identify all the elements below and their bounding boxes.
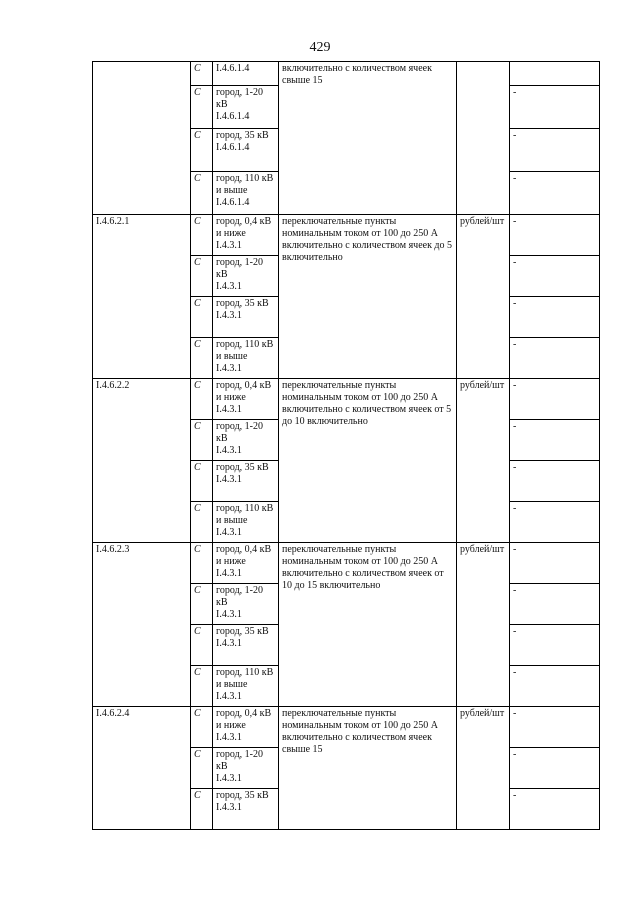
- voltage-level-cell: [213, 625, 279, 666]
- voltage-level-code: I.4.3.1: [216, 474, 242, 485]
- unit-cell: рублей/шт: [457, 379, 510, 543]
- table-row: [93, 543, 600, 584]
- value-cell: -: [510, 502, 600, 543]
- voltage-level-code: I.4.6.1.4: [216, 111, 250, 122]
- category-cell: С: [191, 666, 213, 707]
- value-cell: -: [510, 297, 600, 338]
- voltage-level-cell: [213, 707, 279, 748]
- category-cell: С: [191, 502, 213, 543]
- voltage-level-text: город, 35 кВ: [216, 790, 269, 801]
- voltage-level-cell: [213, 172, 279, 215]
- code-cell: I.4.6.2.2: [93, 379, 191, 543]
- voltage-level-code: I.4.3.1: [216, 527, 242, 538]
- table-row: [93, 707, 600, 748]
- unit-cell: рублей/шт: [457, 215, 510, 379]
- value-cell: -: [510, 172, 600, 215]
- table-row: [93, 62, 600, 86]
- value-cell: -: [510, 338, 600, 379]
- unit-cell: рублей/шт: [457, 707, 510, 830]
- voltage-level-code: I.4.3.1: [216, 404, 242, 415]
- voltage-level-text: город, 35 кВ: [216, 298, 269, 309]
- voltage-level-cell: [213, 666, 279, 707]
- category-cell: С: [191, 256, 213, 297]
- voltage-level-text: город, 110 кВ и выше: [216, 503, 274, 526]
- code-cell: [93, 62, 191, 215]
- value-cell: -: [510, 625, 600, 666]
- voltage-level-cell: [213, 86, 279, 129]
- page-number: 429: [309, 40, 331, 55]
- code-cell: I.4.6.2.4: [93, 707, 191, 830]
- category-cell: С: [191, 420, 213, 461]
- value-cell: -: [510, 748, 600, 789]
- voltage-level-text: город, 1-20 кВ: [216, 585, 263, 608]
- category-cell: С: [191, 461, 213, 502]
- voltage-level-code: I.4.3.1: [216, 638, 242, 649]
- category-cell: С: [191, 172, 213, 215]
- voltage-level-text: город, 0,4 кВ и ниже: [216, 708, 272, 731]
- value-cell: -: [510, 379, 600, 420]
- voltage-level-cell: [213, 129, 279, 172]
- voltage-level-cell: [213, 215, 279, 256]
- voltage-level-text: город, 35 кВ: [216, 626, 269, 637]
- voltage-level-code: I.4.3.1: [216, 310, 242, 321]
- voltage-level-text: город, 110 кВ и выше: [216, 667, 274, 690]
- category-cell: С: [191, 379, 213, 420]
- voltage-level-code: I.4.3.1: [216, 240, 242, 251]
- voltage-level-text: город, 110 кВ и выше: [216, 173, 274, 196]
- voltage-level-cell: [213, 62, 279, 86]
- voltage-level-cell: [213, 584, 279, 625]
- code-cell: I.4.6.2.1: [93, 215, 191, 379]
- category-cell: С: [191, 338, 213, 379]
- voltage-level-text: город, 35 кВ: [216, 462, 269, 473]
- voltage-level-cell: [213, 461, 279, 502]
- category-cell: С: [191, 748, 213, 789]
- code-cell: I.4.6.2.3: [93, 543, 191, 707]
- voltage-level-text: город, 1-20 кВ: [216, 421, 263, 444]
- voltage-level-text: город, 0,4 кВ и ниже: [216, 216, 272, 239]
- value-cell: -: [510, 86, 600, 129]
- voltage-level-code: I.4.3.1: [216, 732, 242, 743]
- value-cell: -: [510, 707, 600, 748]
- unit-cell: [457, 62, 510, 215]
- voltage-level-text: город, 1-20 кВ: [216, 257, 263, 280]
- voltage-level-code: I.4.3.1: [216, 609, 242, 620]
- voltage-level-code: I.4.6.1.4: [216, 63, 250, 74]
- description-cell: включительно с количеством ячеек свыше 15: [279, 62, 457, 215]
- category-cell: С: [191, 625, 213, 666]
- voltage-level-code: I.4.3.1: [216, 281, 242, 292]
- category-cell: С: [191, 62, 213, 86]
- value-cell: -: [510, 215, 600, 256]
- voltage-level-cell: [213, 256, 279, 297]
- value-cell: -: [510, 129, 600, 172]
- voltage-level-cell: [213, 420, 279, 461]
- voltage-level-cell: [213, 789, 279, 830]
- value-cell: -: [510, 461, 600, 502]
- value-cell: -: [510, 666, 600, 707]
- category-cell: С: [191, 86, 213, 129]
- voltage-level-text: город, 35 кВ: [216, 130, 269, 141]
- category-cell: С: [191, 129, 213, 172]
- description-cell: переключательные пункты номинальным током от 100 до 250 А включительно с количеством ячеек свыше 15: [279, 707, 457, 830]
- value-cell: -: [510, 256, 600, 297]
- description-cell: переключательные пункты номинальным током от 100 до 250 А включительно с количеством ячеек до 5 включительно: [279, 215, 457, 379]
- value-cell: [510, 62, 600, 86]
- voltage-level-code: I.4.3.1: [216, 363, 242, 374]
- description-cell: переключательные пункты номинальным током от 100 до 250 А включительно с количеством ячеек от 5 до 10 включительно: [279, 379, 457, 543]
- voltage-level-code: I.4.6.1.4: [216, 142, 250, 153]
- category-cell: С: [191, 543, 213, 584]
- voltage-level-cell: [213, 748, 279, 789]
- category-cell: С: [191, 297, 213, 338]
- voltage-level-code: I.4.3.1: [216, 445, 242, 456]
- unit-cell: рублей/шт: [457, 543, 510, 707]
- voltage-level-text: город, 1-20 кВ: [216, 87, 263, 110]
- voltage-level-text: город, 0,4 кВ и ниже: [216, 380, 272, 403]
- value-cell: -: [510, 584, 600, 625]
- voltage-level-code: I.4.3.1: [216, 773, 242, 784]
- category-cell: С: [191, 215, 213, 256]
- table-body: [93, 62, 600, 830]
- voltage-level-code: I.4.3.1: [216, 802, 242, 813]
- voltage-level-cell: [213, 543, 279, 584]
- category-cell: С: [191, 789, 213, 830]
- category-cell: С: [191, 707, 213, 748]
- value-cell: -: [510, 543, 600, 584]
- voltage-level-code: I.4.3.1: [216, 691, 242, 702]
- voltage-level-cell: [213, 379, 279, 420]
- voltage-level-text: город, 1-20 кВ: [216, 749, 263, 772]
- voltage-level-code: I.4.3.1: [216, 568, 242, 579]
- voltage-level-cell: [213, 338, 279, 379]
- voltage-level-text: город, 110 кВ и выше: [216, 339, 274, 362]
- tariff-table: [92, 61, 600, 830]
- voltage-level-code: I.4.6.1.4: [216, 197, 250, 208]
- category-cell: С: [191, 584, 213, 625]
- description-cell: переключательные пункты номинальным током от 100 до 250 А включительно с количеством ячеек от 10 до 15 включительно: [279, 543, 457, 707]
- table-row: [93, 379, 600, 420]
- voltage-level-text: город, 0,4 кВ и ниже: [216, 544, 272, 567]
- voltage-level-cell: [213, 502, 279, 543]
- voltage-level-cell: [213, 297, 279, 338]
- table-row: [93, 215, 600, 256]
- value-cell: -: [510, 789, 600, 830]
- value-cell: -: [510, 420, 600, 461]
